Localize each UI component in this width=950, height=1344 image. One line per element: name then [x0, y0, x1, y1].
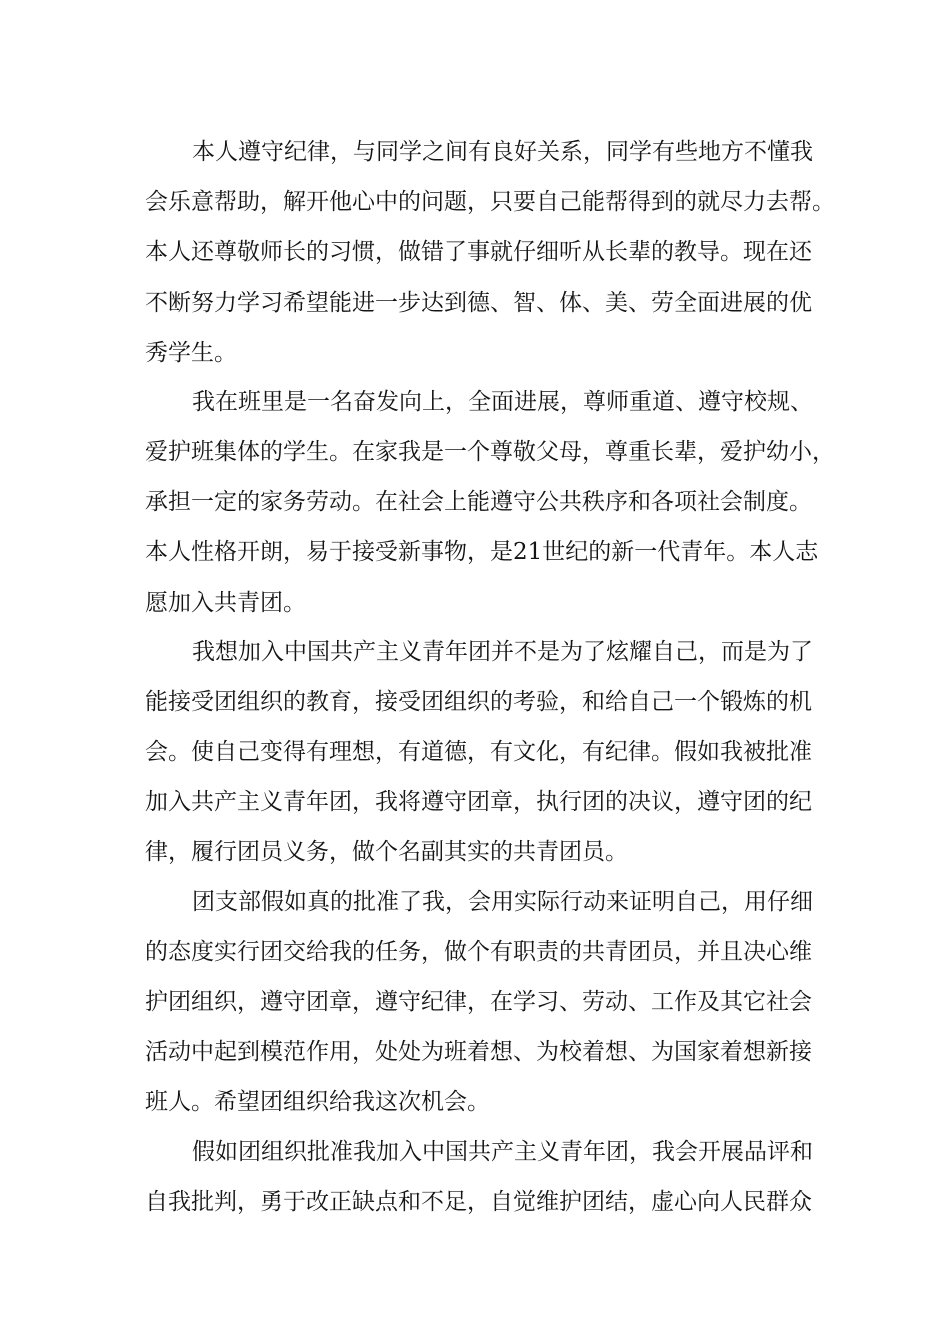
paragraph-4-line-3: 护团组织，遵守团章，遵守纪律，在学习、劳动、工作及其它社会 [145, 989, 812, 1015]
paragraph-3-line-3: 会。使自己变得有理想，有道德，有文化，有纪律。假如我被批准 [145, 739, 812, 765]
paragraph-3-line-5: 律，履行团员义务，做个名副其实的共青团员。 [145, 839, 628, 865]
paragraph-1-line-4: 不断努力学习希望能进一步达到德、智、体、美、劳全面进展的优 [145, 290, 812, 316]
paragraph-1-line-1: 本人遵守纪律，与同学之间有良好关系，同学有些地方不懂我 [192, 139, 813, 165]
paragraph-4-line-5: 班人。希望团组织给我这次机会。 [145, 1089, 490, 1115]
paragraph-2-line-2: 爱护班集体的学生。在家我是一个尊敬父母，尊重长辈，爱护幼小， [145, 439, 835, 465]
paragraph-1-line-3: 本人还尊敬师长的习惯，做错了事就仔细听从长辈的教导。现在还 [145, 239, 812, 265]
paragraph-1-line-5: 秀学生。 [145, 340, 237, 366]
paragraph-2-line-5: 愿加入共青团。 [145, 590, 306, 616]
paragraph-3-line-2: 能接受团组织的教育，接受团组织的考验，和给自己一个锻炼的机 [145, 689, 812, 715]
paragraph-5-line-2: 自我批判，勇于改正缺点和不足，自觉维护团结，虚心向人民群众 [145, 1189, 812, 1215]
paragraph-4-line-2: 的态度实行团交给我的任务，做个有职责的共青团员，并且决心维 [145, 939, 812, 965]
paragraph-2-line-3: 承担一定的家务劳动。在社会上能遵守公共秩序和各项社会制度。 [145, 489, 812, 515]
paragraph-3-line-1: 我想加入中国共产主义青年团并不是为了炫耀自己，而是为了 [192, 639, 813, 665]
paragraph-5-line-1: 假如团组织批准我加入中国共产主义青年团，我会开展品评和 [192, 1139, 813, 1165]
paragraph-2-line-4: 本人性格开朗，易于接受新事物，是21世纪的新一代青年。本人志 [145, 539, 819, 565]
paragraph-3-line-4: 加入共产主义青年团，我将遵守团章，执行团的决议，遵守团的纪 [145, 789, 812, 815]
paragraph-1-line-2: 会乐意帮助，解开他心中的问题，只要自己能帮得到的就尽力去帮。 [145, 189, 835, 215]
paragraph-4-line-1: 团支部假如真的批准了我，会用实际行动来证明自己，用仔细 [192, 889, 813, 915]
paragraph-2-line-1: 我在班里是一名奋发向上，全面进展，尊师重道、遵守校规、 [192, 389, 813, 415]
paragraph-4-line-4: 活动中起到模范作用，处处为班着想、为校着想、为国家着想新接 [145, 1039, 812, 1065]
